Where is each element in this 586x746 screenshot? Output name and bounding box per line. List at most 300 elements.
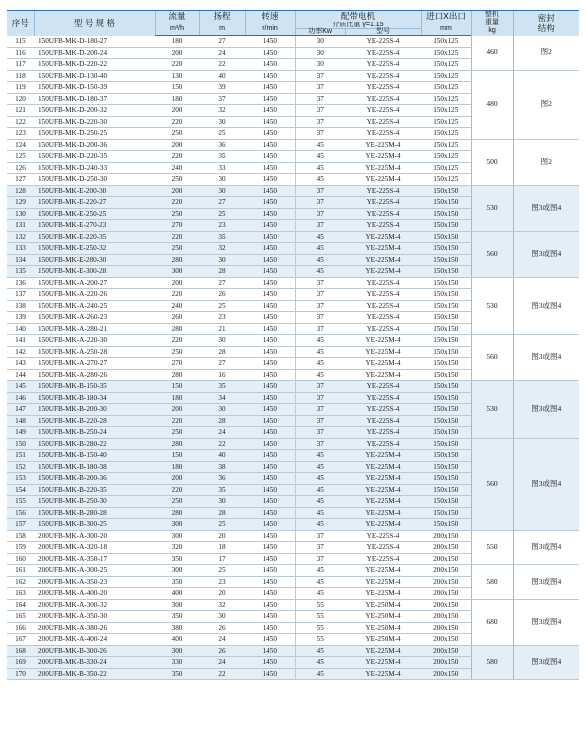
cell-flow: 260 bbox=[155, 312, 199, 324]
cell-port: 200x150 bbox=[421, 530, 471, 542]
cell-model: 150UFB-MK-B-180-34 bbox=[34, 392, 155, 404]
cell-speed: 1450 bbox=[245, 59, 295, 71]
header-motor-sub: 介质比重 γ=1.15 bbox=[332, 22, 384, 28]
cell-motor-model: YE-225S-4 bbox=[345, 289, 421, 301]
cell-seq: 159 bbox=[7, 542, 34, 554]
cell-motor-model: YE-225S-4 bbox=[345, 392, 421, 404]
cell-flow: 300 bbox=[155, 266, 199, 278]
cell-seq: 121 bbox=[7, 105, 34, 117]
cell-speed: 1450 bbox=[245, 496, 295, 508]
cell-model: 200UFB-MK-A-320-18 bbox=[34, 542, 155, 554]
cell-port: 150x150 bbox=[421, 220, 471, 232]
cell-port: 150x150 bbox=[421, 507, 471, 519]
cell-port: 150x150 bbox=[421, 496, 471, 508]
cell-head: 23 bbox=[199, 576, 245, 588]
cell-seal: 图2 bbox=[513, 139, 579, 185]
cell-model: 150UFB-MK-B-150-40 bbox=[34, 450, 155, 462]
cell-port: 150x150 bbox=[421, 277, 471, 289]
cell-motor-model: YE-225M-4 bbox=[345, 496, 421, 508]
cell-speed: 1450 bbox=[245, 289, 295, 301]
cell-port: 150x150 bbox=[421, 312, 471, 324]
cell-port: 150x125 bbox=[421, 36, 471, 48]
cell-weight: 580 bbox=[471, 565, 513, 600]
cell-weight: 560 bbox=[471, 231, 513, 277]
cell-model: 150UFB-MK-E-220-35 bbox=[34, 231, 155, 243]
cell-seal: 图2 bbox=[513, 70, 579, 139]
cell-speed: 1450 bbox=[245, 162, 295, 174]
header-motor-split bbox=[296, 28, 421, 35]
cell-port: 150x150 bbox=[421, 404, 471, 416]
cell-speed: 1450 bbox=[245, 116, 295, 128]
cell-port: 150x150 bbox=[421, 346, 471, 358]
cell-port: 150x150 bbox=[421, 427, 471, 439]
cell-port: 150x125 bbox=[421, 128, 471, 140]
cell-seq: 123 bbox=[7, 128, 34, 140]
cell-port: 150x125 bbox=[421, 59, 471, 71]
cell-speed: 1450 bbox=[245, 231, 295, 243]
cell-speed: 1450 bbox=[245, 427, 295, 439]
table-header bbox=[7, 11, 579, 36]
cell-power: 37 bbox=[295, 542, 345, 554]
cell-model: 200UFB-MK-B-330-24 bbox=[34, 657, 155, 669]
cell-speed: 1450 bbox=[245, 404, 295, 416]
cell-power: 45 bbox=[295, 565, 345, 577]
cell-motor-model: YE-225S-4 bbox=[345, 36, 421, 48]
cell-flow: 270 bbox=[155, 358, 199, 370]
cell-motor-model: YE-225M-4 bbox=[345, 231, 421, 243]
cell-head: 28 bbox=[199, 346, 245, 358]
cell-speed: 1450 bbox=[245, 197, 295, 209]
cell-head: 32 bbox=[199, 243, 245, 255]
cell-model: 150UFB-MK-A-260-23 bbox=[34, 312, 155, 324]
cell-power: 55 bbox=[295, 622, 345, 634]
cell-model: 150UFB-MK-B-200-36 bbox=[34, 473, 155, 485]
cell-head: 32 bbox=[199, 105, 245, 117]
cell-flow: 270 bbox=[155, 220, 199, 232]
cell-model: 150UFB-MK-E-300-28 bbox=[34, 266, 155, 278]
cell-speed: 1450 bbox=[245, 105, 295, 117]
cell-model: 150UFB-MK-E-220-27 bbox=[34, 197, 155, 209]
cell-flow: 280 bbox=[155, 254, 199, 266]
cell-seq: 158 bbox=[7, 530, 34, 542]
cell-seal: 图3或图4 bbox=[513, 277, 579, 335]
cell-power: 45 bbox=[295, 369, 345, 381]
cell-port: 200x150 bbox=[421, 657, 471, 669]
cell-power: 37 bbox=[295, 312, 345, 324]
cell-head: 22 bbox=[199, 668, 245, 680]
cell-flow: 200 bbox=[155, 185, 199, 197]
cell-head: 28 bbox=[199, 266, 245, 278]
cell-power: 37 bbox=[295, 128, 345, 140]
cell-power: 45 bbox=[295, 668, 345, 680]
cell-motor-model: YE-225M-4 bbox=[345, 450, 421, 462]
cell-speed: 1450 bbox=[245, 93, 295, 105]
cell-weight: 580 bbox=[471, 645, 513, 680]
cell-port: 150x125 bbox=[421, 151, 471, 163]
cell-weight: 680 bbox=[471, 599, 513, 645]
cell-flow: 200 bbox=[155, 47, 199, 59]
cell-power: 37 bbox=[295, 530, 345, 542]
cell-head: 26 bbox=[199, 622, 245, 634]
cell-flow: 400 bbox=[155, 588, 199, 600]
cell-flow: 220 bbox=[155, 231, 199, 243]
header-seq: 序号 bbox=[7, 11, 34, 36]
cell-model: 150UFB-MK-A-220-26 bbox=[34, 289, 155, 301]
cell-speed: 1450 bbox=[245, 634, 295, 646]
table-row bbox=[7, 565, 579, 577]
table-row bbox=[7, 381, 579, 393]
cell-seq: 129 bbox=[7, 197, 34, 209]
cell-speed: 1450 bbox=[245, 70, 295, 82]
table-row bbox=[7, 438, 579, 450]
cell-power: 37 bbox=[295, 197, 345, 209]
cell-seq: 165 bbox=[7, 611, 34, 623]
cell-motor-model: YE-225S-4 bbox=[345, 128, 421, 140]
cell-seal: 图3或图4 bbox=[513, 565, 579, 600]
cell-seq: 164 bbox=[7, 599, 34, 611]
cell-speed: 1450 bbox=[245, 657, 295, 669]
cell-speed: 1450 bbox=[245, 358, 295, 370]
cell-seq: 160 bbox=[7, 553, 34, 565]
cell-port: 150x150 bbox=[421, 254, 471, 266]
cell-weight: 560 bbox=[471, 438, 513, 530]
cell-flow: 220 bbox=[155, 151, 199, 163]
cell-flow: 150 bbox=[155, 450, 199, 462]
cell-head: 40 bbox=[199, 70, 245, 82]
cell-seq: 137 bbox=[7, 289, 34, 301]
cell-model: 200UFB-MK-A-300-25 bbox=[34, 565, 155, 577]
cell-port: 150x150 bbox=[421, 461, 471, 473]
table-row bbox=[7, 185, 579, 197]
cell-seal: 图3或图4 bbox=[513, 185, 579, 231]
cell-port: 200x150 bbox=[421, 553, 471, 565]
cell-head: 27 bbox=[199, 36, 245, 48]
cell-model: 150UFB-MK-D-180-27 bbox=[34, 36, 155, 48]
cell-model: 150UFB-MK-B-250-24 bbox=[34, 427, 155, 439]
cell-power: 37 bbox=[295, 277, 345, 289]
cell-head: 35 bbox=[199, 381, 245, 393]
cell-seq: 128 bbox=[7, 185, 34, 197]
cell-head: 22 bbox=[199, 438, 245, 450]
cell-port: 150x150 bbox=[421, 289, 471, 301]
cell-motor-model: YE-225M-4 bbox=[345, 369, 421, 381]
cell-model: 150UFB-MK-D-180-37 bbox=[34, 93, 155, 105]
cell-flow: 200 bbox=[155, 105, 199, 117]
cell-model: 150UFB-MK-B-150-35 bbox=[34, 381, 155, 393]
cell-power: 45 bbox=[295, 174, 345, 186]
cell-power: 45 bbox=[295, 588, 345, 600]
cell-seq: 117 bbox=[7, 59, 34, 71]
cell-power: 45 bbox=[295, 243, 345, 255]
spec-table-container bbox=[7, 10, 579, 680]
cell-head: 37 bbox=[199, 93, 245, 105]
cell-speed: 1450 bbox=[245, 622, 295, 634]
cell-head: 30 bbox=[199, 185, 245, 197]
cell-motor-model: YE-225S-4 bbox=[345, 277, 421, 289]
cell-speed: 1450 bbox=[245, 450, 295, 462]
cell-power: 55 bbox=[295, 634, 345, 646]
cell-port: 150x150 bbox=[421, 266, 471, 278]
cell-power: 30 bbox=[295, 47, 345, 59]
cell-port: 200x150 bbox=[421, 645, 471, 657]
cell-seal: 图3或图4 bbox=[513, 645, 579, 680]
cell-speed: 1450 bbox=[245, 392, 295, 404]
cell-head: 23 bbox=[199, 220, 245, 232]
cell-flow: 200 bbox=[155, 277, 199, 289]
cell-seq: 167 bbox=[7, 634, 34, 646]
cell-head: 40 bbox=[199, 450, 245, 462]
cell-motor-model: YE-225S-4 bbox=[345, 185, 421, 197]
cell-speed: 1450 bbox=[245, 415, 295, 427]
cell-head: 36 bbox=[199, 473, 245, 485]
cell-port: 150x150 bbox=[421, 392, 471, 404]
cell-port: 150x150 bbox=[421, 231, 471, 243]
cell-power: 45 bbox=[295, 461, 345, 473]
cell-seq: 119 bbox=[7, 82, 34, 94]
header-seal bbox=[513, 11, 579, 36]
cell-speed: 1450 bbox=[245, 174, 295, 186]
table-row bbox=[7, 599, 579, 611]
cell-head: 38 bbox=[199, 461, 245, 473]
cell-motor-model: YE-225M-4 bbox=[345, 151, 421, 163]
cell-motor-model: YE-225M-4 bbox=[345, 519, 421, 531]
cell-port: 150x150 bbox=[421, 358, 471, 370]
cell-flow: 300 bbox=[155, 530, 199, 542]
cell-flow: 180 bbox=[155, 461, 199, 473]
cell-model: 150UFB-MK-D-250-30 bbox=[34, 174, 155, 186]
cell-seq: 148 bbox=[7, 415, 34, 427]
cell-model: 150UFB-MK-E-280-30 bbox=[34, 254, 155, 266]
cell-seq: 149 bbox=[7, 427, 34, 439]
cell-seq: 161 bbox=[7, 565, 34, 577]
cell-weight: 530 bbox=[471, 381, 513, 439]
cell-seal: 图3或图4 bbox=[513, 231, 579, 277]
cell-port: 200x150 bbox=[421, 599, 471, 611]
cell-port: 150x150 bbox=[421, 438, 471, 450]
table-row bbox=[7, 139, 579, 151]
cell-flow: 150 bbox=[155, 381, 199, 393]
cell-power: 37 bbox=[295, 323, 345, 335]
cell-power: 45 bbox=[295, 335, 345, 347]
cell-seq: 151 bbox=[7, 450, 34, 462]
cell-model: 200UFB-MK-A-400-24 bbox=[34, 634, 155, 646]
header-motor: 配带电机 bbox=[295, 11, 421, 23]
cell-flow: 250 bbox=[155, 346, 199, 358]
cell-power: 45 bbox=[295, 496, 345, 508]
cell-power: 45 bbox=[295, 484, 345, 496]
cell-motor-model: YE-225S-4 bbox=[345, 427, 421, 439]
cell-flow: 300 bbox=[155, 599, 199, 611]
cell-head: 26 bbox=[199, 645, 245, 657]
cell-model: 150UFB-MK-B-220-35 bbox=[34, 484, 155, 496]
cell-head: 25 bbox=[199, 300, 245, 312]
cell-flow: 220 bbox=[155, 116, 199, 128]
cell-head: 27 bbox=[199, 277, 245, 289]
cell-port: 150x150 bbox=[421, 415, 471, 427]
cell-motor-model: YE-225S-4 bbox=[345, 105, 421, 117]
cell-power: 45 bbox=[295, 358, 345, 370]
cell-flow: 200 bbox=[155, 139, 199, 151]
cell-speed: 1450 bbox=[245, 519, 295, 531]
cell-seq: 154 bbox=[7, 484, 34, 496]
cell-power: 45 bbox=[295, 346, 345, 358]
cell-flow: 150 bbox=[155, 82, 199, 94]
cell-speed: 1450 bbox=[245, 208, 295, 220]
cell-motor-model: YE-225S-4 bbox=[345, 47, 421, 59]
cell-speed: 1450 bbox=[245, 588, 295, 600]
cell-model: 150UFB-MK-B-280-22 bbox=[34, 438, 155, 450]
cell-speed: 1450 bbox=[245, 381, 295, 393]
cell-port: 150x150 bbox=[421, 369, 471, 381]
cell-motor-model: YE-250M-4 bbox=[345, 611, 421, 623]
cell-model: 150UFB-MK-D-250-25 bbox=[34, 128, 155, 140]
cell-model: 150UFB-MK-D-240-33 bbox=[34, 162, 155, 174]
cell-flow: 250 bbox=[155, 174, 199, 186]
cell-power: 45 bbox=[295, 507, 345, 519]
cell-seq: 169 bbox=[7, 657, 34, 669]
cell-weight: 480 bbox=[471, 70, 513, 139]
cell-model: 150UFB-MK-B-220-28 bbox=[34, 415, 155, 427]
cell-flow: 300 bbox=[155, 565, 199, 577]
cell-head: 16 bbox=[199, 369, 245, 381]
cell-seq: 156 bbox=[7, 507, 34, 519]
cell-motor-model: YE-225M-4 bbox=[345, 174, 421, 186]
cell-seq: 147 bbox=[7, 404, 34, 416]
cell-seq: 141 bbox=[7, 335, 34, 347]
cell-flow: 250 bbox=[155, 427, 199, 439]
cell-speed: 1450 bbox=[245, 82, 295, 94]
cell-seq: 136 bbox=[7, 277, 34, 289]
cell-speed: 1450 bbox=[245, 542, 295, 554]
cell-power: 45 bbox=[295, 473, 345, 485]
cell-seq: 139 bbox=[7, 312, 34, 324]
cell-speed: 1450 bbox=[245, 266, 295, 278]
cell-speed: 1450 bbox=[245, 323, 295, 335]
cell-motor-model: YE-225S-4 bbox=[345, 220, 421, 232]
cell-flow: 130 bbox=[155, 70, 199, 82]
cell-port: 150x150 bbox=[421, 243, 471, 255]
cell-model: 150UFB-MK-E-250-32 bbox=[34, 243, 155, 255]
cell-head: 24 bbox=[199, 634, 245, 646]
cell-power: 37 bbox=[295, 185, 345, 197]
cell-model: 150UFB-MK-B-200-30 bbox=[34, 404, 155, 416]
cell-head: 30 bbox=[199, 254, 245, 266]
cell-port: 150x125 bbox=[421, 82, 471, 94]
cell-speed: 1450 bbox=[245, 611, 295, 623]
cell-seq: 153 bbox=[7, 473, 34, 485]
header-port-unit: mm bbox=[421, 22, 471, 36]
cell-port: 150x125 bbox=[421, 70, 471, 82]
cell-head: 35 bbox=[199, 231, 245, 243]
cell-speed: 1450 bbox=[245, 185, 295, 197]
cell-power: 30 bbox=[295, 36, 345, 48]
cell-speed: 1450 bbox=[245, 312, 295, 324]
cell-seal: 图3或图4 bbox=[513, 438, 579, 530]
cell-port: 200x150 bbox=[421, 622, 471, 634]
cell-motor-model: YE-225S-4 bbox=[345, 323, 421, 335]
cell-head: 28 bbox=[199, 415, 245, 427]
cell-power: 37 bbox=[295, 553, 345, 565]
cell-seq: 166 bbox=[7, 622, 34, 634]
header-motor-sub-wrap bbox=[295, 22, 421, 36]
cell-seq: 170 bbox=[7, 668, 34, 680]
cell-motor-model: YE-225S-4 bbox=[345, 197, 421, 209]
table-row bbox=[7, 36, 579, 48]
cell-port: 150x150 bbox=[421, 450, 471, 462]
cell-head: 27 bbox=[199, 197, 245, 209]
cell-motor-model: YE-250M-4 bbox=[345, 634, 421, 646]
cell-model: 150UFB-MK-A-280-26 bbox=[34, 369, 155, 381]
cell-speed: 1450 bbox=[245, 151, 295, 163]
cell-weight: 530 bbox=[471, 277, 513, 335]
header-weight bbox=[471, 11, 513, 36]
cell-flow: 250 bbox=[155, 496, 199, 508]
cell-power: 30 bbox=[295, 59, 345, 71]
table-body bbox=[7, 36, 579, 680]
cell-seq: 115 bbox=[7, 36, 34, 48]
cell-flow: 220 bbox=[155, 59, 199, 71]
cell-model: 150UFB-MK-A-280-21 bbox=[34, 323, 155, 335]
cell-motor-model: YE-225S-4 bbox=[345, 415, 421, 427]
cell-speed: 1450 bbox=[245, 369, 295, 381]
cell-motor-model: YE-225M-4 bbox=[345, 266, 421, 278]
cell-port: 200x150 bbox=[421, 588, 471, 600]
cell-head: 34 bbox=[199, 392, 245, 404]
cell-seq: 142 bbox=[7, 346, 34, 358]
cell-motor-model: YE-225S-4 bbox=[345, 208, 421, 220]
cell-flow: 180 bbox=[155, 36, 199, 48]
cell-power: 45 bbox=[295, 266, 345, 278]
cell-seq: 144 bbox=[7, 369, 34, 381]
cell-seq: 130 bbox=[7, 208, 34, 220]
cell-power: 45 bbox=[295, 450, 345, 462]
cell-power: 37 bbox=[295, 208, 345, 220]
cell-power: 45 bbox=[295, 645, 345, 657]
cell-model: 150UFB-MK-B-180-38 bbox=[34, 461, 155, 473]
cell-weight: 500 bbox=[471, 139, 513, 185]
header-head: 扬程 bbox=[199, 11, 245, 23]
cell-port: 200x150 bbox=[421, 565, 471, 577]
cell-head: 18 bbox=[199, 542, 245, 554]
cell-speed: 1450 bbox=[245, 668, 295, 680]
header-motor-model: 型号 bbox=[345, 29, 421, 35]
cell-head: 20 bbox=[199, 530, 245, 542]
cell-port: 150x125 bbox=[421, 105, 471, 117]
cell-head: 35 bbox=[199, 484, 245, 496]
cell-power: 37 bbox=[295, 220, 345, 232]
cell-head: 27 bbox=[199, 358, 245, 370]
table-row bbox=[7, 645, 579, 657]
cell-seq: 134 bbox=[7, 254, 34, 266]
cell-flow: 180 bbox=[155, 392, 199, 404]
cell-speed: 1450 bbox=[245, 346, 295, 358]
cell-head: 30 bbox=[199, 496, 245, 508]
cell-head: 30 bbox=[199, 116, 245, 128]
cell-flow: 250 bbox=[155, 128, 199, 140]
cell-flow: 280 bbox=[155, 507, 199, 519]
header-flow: 流量 bbox=[155, 11, 199, 23]
cell-seq: 133 bbox=[7, 243, 34, 255]
header-port: 进口X出口 bbox=[421, 11, 471, 23]
cell-seal: 图2 bbox=[513, 36, 579, 71]
cell-model: 150UFB-MK-D-220-30 bbox=[34, 116, 155, 128]
cell-seq: 162 bbox=[7, 576, 34, 588]
cell-weight: 550 bbox=[471, 530, 513, 565]
cell-speed: 1450 bbox=[245, 565, 295, 577]
cell-model: 150UFB-MK-A-250-28 bbox=[34, 346, 155, 358]
cell-weight: 460 bbox=[471, 36, 513, 71]
cell-head: 30 bbox=[199, 335, 245, 347]
